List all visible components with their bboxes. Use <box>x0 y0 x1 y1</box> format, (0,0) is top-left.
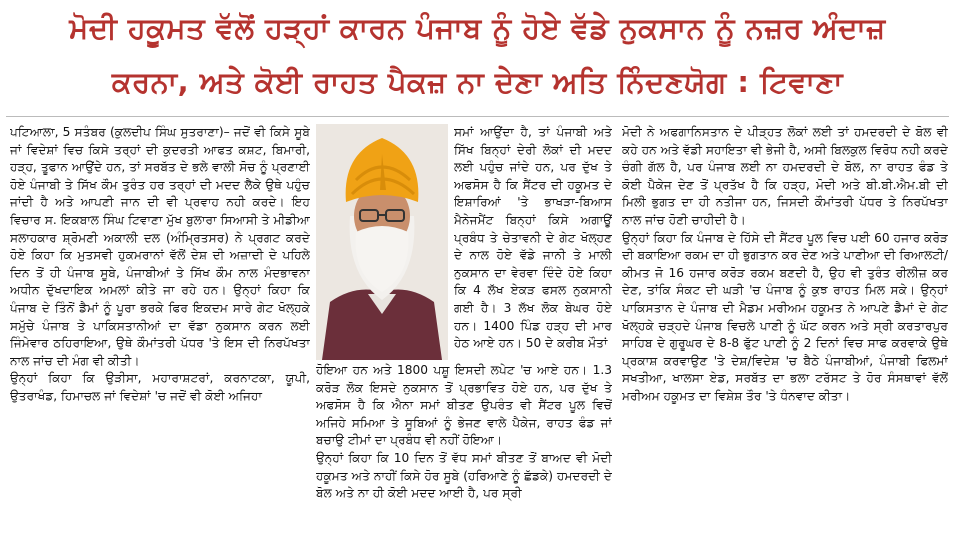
headline-line-2: ਕਰਨਾ, ਅਤੇ ਕੋਈ ਰਾਹਤ ਪੈਕਜ਼ ਨਾ ਦੇਣਾ ਅਤਿ ਨਿੰਦਣਯੋਗ : ਟਿਵਾਣਾ <box>111 65 844 99</box>
paragraph: ਮੋਦੀ ਨੇ ਅਫਗਾਨਿਸਤਾਨ ਦੇ ਪੀੜ੍ਹਤ ਲੋਕਾਂ ਲਈ ਤਾਂ ਹਮਦਰਦੀ ਦੇ ਬੋਲ ਵੀ ਕਹੇ ਹਨ ਅਤੇ ਵੱਡੀ ਸਹਾਇਤਾ ਵੀ ਭੇਜੀ ਹੈ, ਅਸੀ ਬਿਲਕੁਲ ਵਿਰੋਧ ਨਹੀ ਕਰਦੇ ਚੰਗੀ ਗੱਲ ਹੈ, ਪਰ ਪੰਜਾਬ ਲਈ ਨਾ ਹਮਦਰਦੀ ਦੇ ਬੋਲ, ਨਾ ਰਾਹਤ ਫੰਡ ਤੇ ਕੋਈ ਪੈਕੇਜ ਦੇਣ ਤੋਂ ਪ੍ਰਤੱਖ ਹੈ ਕਿ ਹੜ੍ਹ, ਮੋਦੀ ਅਤੇ ਬੀ.ਬੀ.ਐਮ.ਬੀ ਦੀ ਮਿਲੀ ਭੁਗਤ ਦਾ ਹੀ ਨਤੀਜਾ ਹਨ, ਜਿਸਦੀ ਕੌਮਾਂਤਰੀ ਪੱਧਰ ਤੇ ਨਿਰਪੱਖਤਾ ਨਾਲ ਜਾਂਚ ਹੋਣੀ ਚਾਹੀਦੀ ਹੈ। <box>622 125 948 227</box>
paragraph: ਪਟਿਆਲਾ, 5 ਸਤੰਬਰ (ਕੁਲਦੀਪ ਸਿੰਘ ਸੁਤਰਾਣਾ)– ਜਦੋਂ ਵੀ ਕਿਸੇ ਸੂਬੇ ਜਾਂ ਵਿਦੇਸ਼ਾਂ ਵਿਚ ਕਿਸੇ ਤਰ੍ਹਾਂ ਦੀ ਕੁਦਰਤੀ ਆਫਤ ਕਸ਼ਟ, ਬਿਮਾਰੀ, ਹੜ੍ਹ, ਤੂਫਾਨ ਆਉਂਦੇ ਹਨ, ਤਾਂ ਸਰਬੱਤ ਦੇ ਭਲੇ ਵਾਲੀ ਸੋਚ ਨੂੰ ਪ੍ਰਣਾਈ ਹੋਏ ਪੰਜਾਬੀ ਤੇ ਸਿੱਖ ਕੌਮ ਤੁਰੰਤ ਹਰ ਤਰ੍ਹਾਂ ਦੀ ਮਦਦ ਲੈਕੇ ਉਥੇ ਪਹੁੰਚ ਜਾਂਦੀ ਹੈ ਅਤੇ ਆਪਣੀ ਜਾਨ ਦੀ ਵੀ ਪ੍ਰਵਾਹ ਨਹੀ ਕਰਦੇ। ਇਹ ਵਿਚਾਰ ਸ. ਇਕਬਾਲ ਸਿੰਘ ਟਿਵਾਣਾ ਮੁੱਖ ਬੁਲਾਰਾ ਸਿਆਸੀ ਤੇ ਮੀਡੀਆ ਸਲਾਹਕਾਰ ਸ਼੍ਰੋਮਣੀ ਅਕਾਲੀ ਦਲ (ਅੰਮ੍ਰਿਤਸਰ) ਨੇ ਪ੍ਰਗਟ ਕਰਦੇ ਹੋਏ ਕਿਹਾ ਕਿ ਮੁਤਸਵੀ ਹੁਕਮਰਾਨਾਂ ਵੱਲੋਂ ਦੇਸ਼ ਦੀ ਅਜ਼ਾਦੀ ਦੇ ਪਹਿਲੇ ਦਿਨ ਤੋਂ ਹੀ ਪੰਜਾਬ ਸੂਬੇ, ਪੰਜਾਬੀਆਂ ਤੇ ਸਿੱਖ ਕੌਮ ਨਾਲ ਮੰਦਭਾਵਨਾ ਅਧੀਨ ਦੁੱਖਦਾਇਕ ਅਮਲਾਂ ਕੀਤੇ ਜਾ ਰਹੇ ਹਨ। ਉਨ੍ਹਾਂ ਕਿਹਾ ਕਿ ਪੰਜਾਬ ਦੇ ਤਿੰਨੋਂ ਡੈਮਾਂ ਨੂੰ ਪੂਰਾ ਭਰਕੇ ਫਿਰ ਇਕਦਮ ਸਾਰੇ ਗੇਟ ਖੋਲ੍ਹਕੇ ਸਮੁੱਚੇ ਪੰਜਾਬ ਤੇ ਪਾਕਿਸਤਾਨੀਆਂ ਦਾ ਵੱਡਾ ਨੁਕਸਾਨ ਕਰਨ ਲਈ ਜਿੰਮੇਵਾਰ ਠਹਿਰਾਇਆ, ਉਥੇ ਕੌਮਾਂਤਰੀ ਪੱਧਰ 'ਤੇ ਇਸ ਦੀ ਨਿਰਪੱਖਤਾ ਨਾਲ ਜਾਂਚ ਦੀ ਮੰਗ ਵੀ ਕੀਤੀ। <box>10 125 310 368</box>
portrait-photo <box>316 124 448 360</box>
paragraph: ਹੋਇਆ ਹਨ ਅਤੇ 1800 ਪਸ਼ੂ ਇਸਦੀ ਲਪੇਟ 'ਚ ਆਏ ਹਨ। 1.3 ਕਰੋੜ ਲੋਕ ਇਸਦੇ ਨੁਕਸਾਨ ਤੋਂ ਪ੍ਰਭਾਵਿਤ ਹੋਏ ਹਨ, ਪਰ ਦੁੱਖ ਤੇ ਅਫਸੋਸ ਹੈ ਕਿ ਐਨਾ ਸਮਾਂ ਬੀਤਣ ਉਪਰੰਤ ਵੀ ਸੈਂਟਰ ਪੂਲ ਵਿਚੋਂ ਅਜਿਹੇ ਸਮਿਆ ਤੇ ਸੂਬਿਆਂ ਨੂੰ ਭੇਜਣ ਵਾਲੇ ਪੈਕੇਜ, ਰਾਹਤ ਫੰਡ ਜਾਂ ਬਚਾਉ ਟੀਮਾਂ ਦਾ ਪ੍ਰਬੰਧ ਵੀ ਨਹੀਂ ਹੋਇਆ। <box>316 363 612 448</box>
article-column-2-under <box>316 362 612 534</box>
paragraph: ਉਨ੍ਹਾਂ ਕਿਹਾ ਕਿ ਪੰਜਾਬ ਦੇ ਹਿੱਸੇ ਦੀ ਸੈਂਟਰ ਪੂਲ ਵਿਚ ਪਈ 60 ਹਜਾਰ ਕਰੋੜ ਦੀ ਬਕਾਇਆ ਰਕਮ ਦਾ ਹੀ ਭੁਗਤਾਨ ਕਰ ਦੇਣ ਅਤੇ ਪਾਣੀਆ ਦੀ ਰਿਆਲਟੀ/ਕੀਮਤ ਜੋ 16 ਹਜਾਰ ਕਰੋੜ ਰਕਮ ਬਣਦੀ ਹੈ, ਉਹ ਵੀ ਤੁਰੰਤ ਰੀਲੀਜ਼ ਕਰ ਦੇਣ, ਤਾਂਕਿ ਸੰਕਟ ਦੀ ਘੜੀ 'ਚ ਪੰਜਾਬ ਨੂੰ ਕੁਝ ਰਾਹਤ ਮਿਲ ਸਕੇ। ਉਨ੍ਹਾਂ ਪਾਕਿਸਤਾਨ ਦੇ ਪੰਜਾਬ ਦੀ ਮੈਡਮ ਮਰੀਅਮ ਹਕੂਮਤ ਨੇ ਆਪਣੇ ਡੈਮਾਂ ਦੇ ਗੇਟ ਖੋਲ੍ਹਕੇ ਚੜ੍ਹਦੇ ਪੰਜਾਬ ਵਿਚਲੇ ਪਾਣੀ ਨੂੰ ਘੱਟ ਕਰਨ ਅਤੇ ਸ੍ਰੀ ਕਰਤਾਰਪੁਰ ਸਾਹਿਬ ਦੇ ਗੁਰੂਘਰ ਦੇ 8-8 ਫੁੱਟ ਪਾਣੀ ਨੂੰ 2 ਦਿਨਾਂ ਵਿਚ ਸਾਫ ਕਰਵਾਕੇ ਉਥੇ ਪ੍ਰਕਾਸ਼ ਕਰਵਾਉਣ 'ਤੇ ਦੇਸ਼/ਵਿਦੇਸ਼ 'ਚ ਬੈਠੇ ਪੰਜਾਬੀਆਂ, ਪੰਜਾਬੀ ਫਿਲਮਾਂ ਸਖਤੀਆ, ਖਾਲਸਾ ਏਡ, ਸਰਬੱਤ ਦਾ ਭਲਾ ਟਰੱਸਟ ਤੇ ਹੋਰ ਸੰਸਥਾਵਾਂ ਵੱਲੋਂ ਮਰੀਅਮ ਹਕੂਮਤ ਦਾ ਵਿਸ਼ੇਸ਼ ਤੌਰ 'ਤੇ ਧੰਨਵਾਦ ਕੀਤਾ। <box>622 230 948 403</box>
paragraph: ਉਨ੍ਹਾਂ ਕਿਹਾ ਕਿ ਉੜੀਸਾ, ਮਹਾਰਾਸ਼ਟਰਾਂ, ਕਰਨਾਟਕਾ, ਯੂਪੀ, ਉਤਰਾਖੰਡ, ਹਿਮਾਚਲ ਜਾਂ ਵਿਦੇਸ਼ਾਂ 'ਚ ਜਦੋਂ ਵੀ ਕੋਈ ਅਜਿਹਾ <box>10 371 310 403</box>
article-column-2-side <box>454 124 612 362</box>
article-column-1 <box>10 124 310 534</box>
portrait-illustration <box>316 124 448 360</box>
divider <box>6 116 949 117</box>
paragraph: ਉਨ੍ਹਾਂ ਕਿਹਾ ਕਿ 10 ਦਿਨ ਤੋਂ ਵੱਧ ਸਮਾਂ ਬੀਤਣ ਤੋਂ ਬਾਅਦ ਵੀ ਮੋਦੀ ਹਕੂਮਤ ਅਤੇ ਨਾਹੀਂ ਕਿਸੇ ਹੋਰ ਸੂਬੇ (ਹਰਿਆਣੇ ਨੂੰ ਛੱਡਕੇ) ਹਮਦਰਦੀ ਦੇ ਬੋਲ ਅਤੇ ਨਾ ਹੀ ਕੋਈ ਮਦਦ ਆਈ ਹੈ, ਪਰ ਸ੍ਰੀ <box>316 450 612 501</box>
article-column-3 <box>622 124 948 534</box>
paragraph: ਸਮਾਂ ਆਉਂਦਾ ਹੈ, ਤਾਂ ਪੰਜਾਬੀ ਅਤੇ ਸਿੱਖ ਬਿਨ੍ਹਾਂ ਦੇਰੀ ਲੋਕਾਂ ਦੀ ਮਦਦ ਲਈ ਪਹੁੰਚ ਜਾਂਦੇ ਹਨ, ਪਰ ਦੁੱਖ ਤੇ ਅਫਸੋਸ ਹੈ ਕਿ ਸੈਂਟਰ ਦੀ ਹਕੂਮਤ ਦੇ ਇਸ਼ਾਰਿਆਂ 'ਤੇ ਭਾਖੜਾ-ਬਿਆਸ ਮੈਨੇਜਮੈਂਟ ਬਿਨ੍ਹਾਂ ਕਿਸੇ ਅਗਾਊਂ ਪ੍ਰਬੰਧ ਤੇ ਚੇਤਾਵਨੀ ਦੇ ਗੇਟ ਖੋਲ੍ਹਣ ਦੇ ਨਾਲ ਹੋਏ ਵੱਡੇ ਜਾਨੀ ਤੇ ਮਾਲੀ ਨੁਕਸਾਨ ਦਾ ਵੇਰਵਾ ਦਿੰਦੇ ਹੋਏ ਕਿਹਾ ਕਿ 4 ਲੱਖ ਏਕੜ ਫਸਲ ਨੁਕਸਾਨੀ ਗਈ ਹੈ। 3 ਲੱਖ ਲੋਕ ਬੇਘਰ ਹੋਏ ਹਨ। 1400 ਪਿੰਡ ਹੜ੍ਹ ਦੀ ਮਾਰ ਹੇਠ ਆਏ ਹਨ। 50 ਦੇ ਕਰੀਬ ਮੌਤਾਂ <box>454 125 612 351</box>
headline-line-1: ਮੋਦੀ ਹਕੂਮਤ ਵੱਲੋਂ ਹੜ੍ਹਾਂ ਕਾਰਨ ਪੰਜਾਬ ਨੂੰ ਹੋਏ ਵੱਡੇ ਨੁਕਸਾਨ ਨੂੰ ਨਜ਼ਰ ਅੰਦਾਜ਼ <box>69 11 886 45</box>
